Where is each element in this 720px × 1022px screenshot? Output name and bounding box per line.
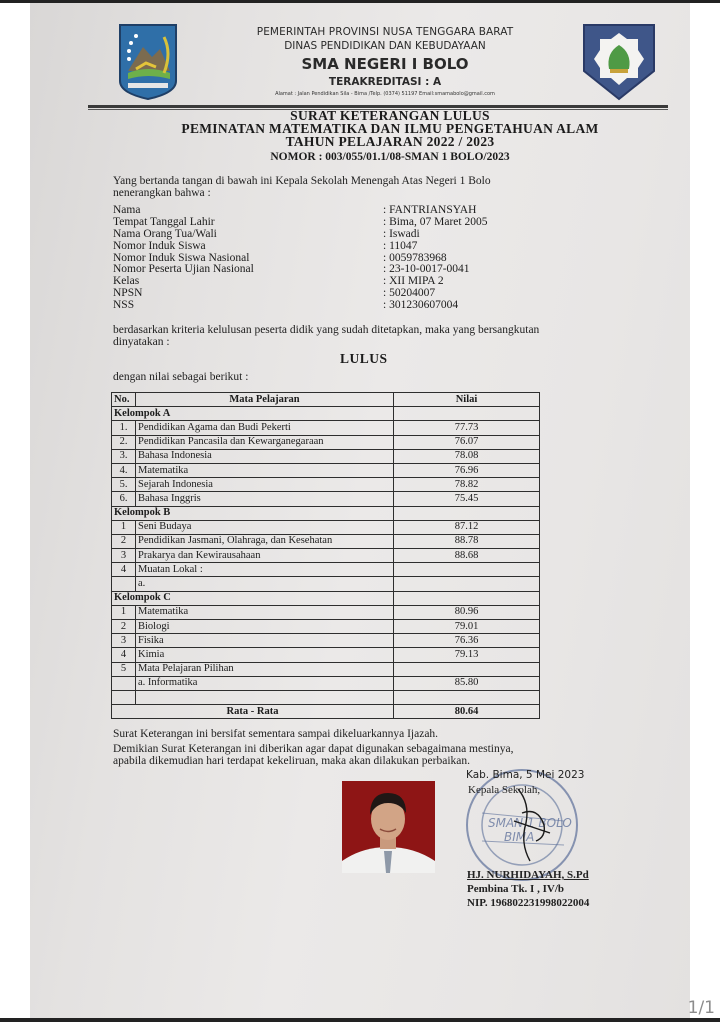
- grade-no: 2: [112, 620, 136, 634]
- identity-label: NSS: [113, 299, 135, 312]
- grade-row: [112, 690, 540, 704]
- identity-row: [113, 287, 593, 299]
- intro-paragraph: [113, 175, 593, 199]
- grade-row: [112, 563, 540, 577]
- grade-subject: Seni Budaya: [136, 520, 394, 534]
- grade-subject: Bahasa Inggris: [136, 492, 394, 506]
- identity-value: : Iswadi: [383, 227, 420, 240]
- average-label: Rata - Rata: [112, 705, 394, 719]
- grade-row: [112, 605, 540, 619]
- grades-intro: dengan nilai sebagai berikut :: [113, 371, 249, 383]
- grade-row: [112, 421, 540, 435]
- group-row: [112, 407, 540, 421]
- grade-no: [112, 676, 136, 690]
- grade-score: [394, 563, 540, 577]
- grade-row: [112, 449, 540, 463]
- letterhead-address: Alamat : Jalan Pendidikan Sila - Bima /Telp. (0374) 51197 Email:smamabolo@gmail.com: [275, 91, 495, 97]
- grade-score: 88.68: [394, 549, 540, 563]
- group-score-empty: [394, 591, 540, 605]
- group-title: Kelompok B: [112, 506, 394, 520]
- grade-row: [112, 520, 540, 534]
- page-indicator: 1/1: [687, 998, 715, 1018]
- grade-row: [112, 662, 540, 676]
- identity-value: : 301230607004: [383, 299, 459, 312]
- grade-no: 2: [112, 534, 136, 548]
- grade-row: [112, 435, 540, 449]
- grade-row: [112, 492, 540, 506]
- identity-row: [113, 299, 593, 311]
- school-emblem-icon: [582, 23, 656, 101]
- grades-table: [111, 392, 540, 719]
- grade-no: [112, 577, 136, 591]
- identity-value: : 50204007: [383, 287, 436, 300]
- document-titles: [110, 109, 670, 165]
- stamp-city-text: BIMA: [504, 830, 535, 844]
- grade-score: [394, 662, 540, 676]
- grade-score: 76.96: [394, 463, 540, 477]
- grade-row: [112, 676, 540, 690]
- grade-subject: Prakarya dan Kewirausahaan: [136, 549, 394, 563]
- identity-row: [113, 263, 593, 275]
- signature-place-date: Kab. Bima, 5 Mei 2023: [466, 769, 585, 781]
- signature-role: Kepala Sekolah,: [468, 784, 541, 796]
- group-title: Kelompok A: [112, 407, 394, 421]
- grade-subject: a.: [136, 577, 394, 591]
- intro-line-1: Yang bertanda tangan di bawah ini Kepala Sekolah Menengah Atas Negeri 1 Bolo: [113, 175, 491, 187]
- identity-value: : FANTRIANSYAH: [383, 204, 477, 216]
- identity-value: : Bima, 07 Maret 2005: [383, 215, 488, 228]
- grade-no: 4.: [112, 463, 136, 477]
- grade-subject: Kimia: [136, 648, 394, 662]
- document-program: PEMINATAN MATEMATIKA DAN ILMU PENGETAHUAN ALAM: [181, 121, 599, 136]
- grade-subject: Matematika: [136, 463, 394, 477]
- closing-line-2: Demikian Surat Keterangan ini diberikan agar dapat digunakan sebagaimana mestinya,: [113, 743, 514, 755]
- criteria-line-1: berdasarkan kriteria kelulusan peserta didik yang sudah ditetapkan, maka yang bersangkutan: [113, 324, 540, 336]
- grade-subject: Muatan Lokal :: [136, 563, 394, 577]
- grade-score: 78.08: [394, 449, 540, 463]
- average-row: [112, 705, 540, 719]
- grade-score: 77.73: [394, 421, 540, 435]
- identity-row: [113, 204, 593, 216]
- grade-row: [112, 534, 540, 548]
- grade-no: 3.: [112, 449, 136, 463]
- group-row: [112, 506, 540, 520]
- grade-score: 87.12: [394, 520, 540, 534]
- letterhead-government: PEMERINTAH PROVINSI NUSA TENGGARA BARAT: [256, 26, 514, 38]
- header-score: Nilai: [394, 393, 540, 407]
- grade-score: 85.80: [394, 676, 540, 690]
- grade-score: 79.13: [394, 648, 540, 662]
- group-title: Kelompok C: [112, 591, 394, 605]
- grade-score: [394, 690, 540, 704]
- identity-label: Tempat Tanggal Lahir: [113, 215, 215, 228]
- grade-no: 1: [112, 605, 136, 619]
- student-photo: [342, 781, 435, 873]
- signature-rank: Pembina Tk. I , IV/b: [467, 883, 564, 895]
- grade-subject: a. Informatika: [136, 676, 394, 690]
- grade-subject: Sejarah Indonesia: [136, 478, 394, 492]
- grade-score: 75.45: [394, 492, 540, 506]
- identity-row: [113, 252, 593, 264]
- identity-row: [113, 216, 593, 228]
- grade-row: [112, 478, 540, 492]
- header-subject: Mata Pelajaran: [136, 393, 394, 407]
- identity-label: Nomor Induk Siswa Nasional: [113, 251, 250, 264]
- letterhead-department: DINAS PENDIDIKAN DAN KEBUDAYAAN: [284, 40, 486, 52]
- grade-row: [112, 634, 540, 648]
- grade-score: [394, 577, 540, 591]
- grade-score: 80.96: [394, 605, 540, 619]
- grade-no: 4: [112, 648, 136, 662]
- grade-no: 1: [112, 520, 136, 534]
- result-status: LULUS: [340, 351, 388, 366]
- student-portrait-icon: [342, 781, 435, 873]
- grade-no: 1.: [112, 421, 136, 435]
- identity-row: [113, 228, 593, 240]
- grade-no: 6.: [112, 492, 136, 506]
- criteria-line-2: dinyatakan :: [113, 336, 170, 348]
- identity-label: Kelas: [113, 275, 140, 288]
- average-score: 80.64: [394, 705, 540, 719]
- grade-subject: Mata Pelajaran Pilihan: [136, 662, 394, 676]
- grade-row: [112, 648, 540, 662]
- grade-row: [112, 549, 540, 563]
- closing-line-3: apabila dikemudian hari terdapat kekeliruan, maka akan dilakukan perbaikan.: [113, 755, 470, 767]
- student-identity: [113, 204, 593, 311]
- header-no: No.: [112, 393, 136, 407]
- identity-row: [113, 240, 593, 252]
- identity-value: : XII MIPA 2: [383, 275, 444, 288]
- identity-value: : 11047: [383, 239, 418, 252]
- grade-subject: Pendidikan Pancasila dan Kewarganegaraan: [136, 435, 394, 449]
- grade-subject: Pendidikan Jasmani, Olahraga, dan Kesehatan: [136, 534, 394, 548]
- signature-nip: NIP. 196802231998022004: [467, 897, 590, 909]
- identity-label: Nomor Peserta Ujian Nasional: [113, 263, 254, 276]
- signature-name: HJ. NURHIDAYAH, S.Pd: [467, 869, 589, 881]
- group-row: [112, 591, 540, 605]
- grade-no: 3: [112, 634, 136, 648]
- identity-value: : 23-10-0017-0041: [383, 263, 470, 276]
- grade-score: 79.01: [394, 620, 540, 634]
- grade-subject: [136, 690, 394, 704]
- letterhead-school-name: SMA NEGERI I BOLO: [301, 55, 469, 73]
- criteria-paragraph: [113, 324, 593, 348]
- grade-subject: Fisika: [136, 634, 394, 648]
- identity-label: Nama: [113, 204, 141, 216]
- grade-no: 3: [112, 549, 136, 563]
- grade-no: 5.: [112, 478, 136, 492]
- grade-subject: Bahasa Indonesia: [136, 449, 394, 463]
- document-title: SURAT KETERANGAN LULUS: [290, 108, 490, 123]
- grade-score: 88.78: [394, 534, 540, 548]
- document-number: NOMOR : 003/055/01.1/08-SMAN 1 BOLO/2023: [270, 151, 510, 163]
- grade-no: 5: [112, 662, 136, 676]
- viewer-bottom-bar: [0, 1018, 720, 1022]
- letterhead: [200, 25, 570, 98]
- grade-no: 4: [112, 563, 136, 577]
- grade-score: 76.07: [394, 435, 540, 449]
- document-page: [30, 3, 715, 1018]
- grades-header-row: [112, 393, 540, 407]
- identity-label: NPSN: [113, 287, 143, 300]
- grade-no: [112, 690, 136, 704]
- grade-row: [112, 620, 540, 634]
- identity-label: Nama Orang Tua/Wali: [113, 227, 217, 240]
- stamp-school-text: SMAN 1 BOLO: [488, 816, 572, 830]
- closing-temporary-note: Surat Keterangan ini bersifat sementara sampai dikeluarkannya Ijazah.: [113, 728, 439, 740]
- letterhead-accreditation: TERAKREDITASI : A: [328, 76, 442, 88]
- province-emblem-icon: [118, 23, 178, 101]
- document-academic-year: TAHUN PELAJARAN 2022 / 2023: [285, 134, 495, 149]
- grade-score: 78.82: [394, 478, 540, 492]
- grade-row: [112, 463, 540, 477]
- grade-subject: Biologi: [136, 620, 394, 634]
- grade-no: 2.: [112, 435, 136, 449]
- grade-subject: Pendidikan Agama dan Budi Pekerti: [136, 421, 394, 435]
- intro-line-2: nenerangkan bahwa :: [113, 187, 211, 199]
- identity-row: [113, 275, 593, 287]
- group-score-empty: [394, 506, 540, 520]
- grade-subject: Matematika: [136, 605, 394, 619]
- identity-label: Nomor Induk Siswa: [113, 239, 206, 252]
- identity-value: : 0059783968: [383, 251, 447, 264]
- group-score-empty: [394, 407, 540, 421]
- grade-score: 76.36: [394, 634, 540, 648]
- grade-row: [112, 577, 540, 591]
